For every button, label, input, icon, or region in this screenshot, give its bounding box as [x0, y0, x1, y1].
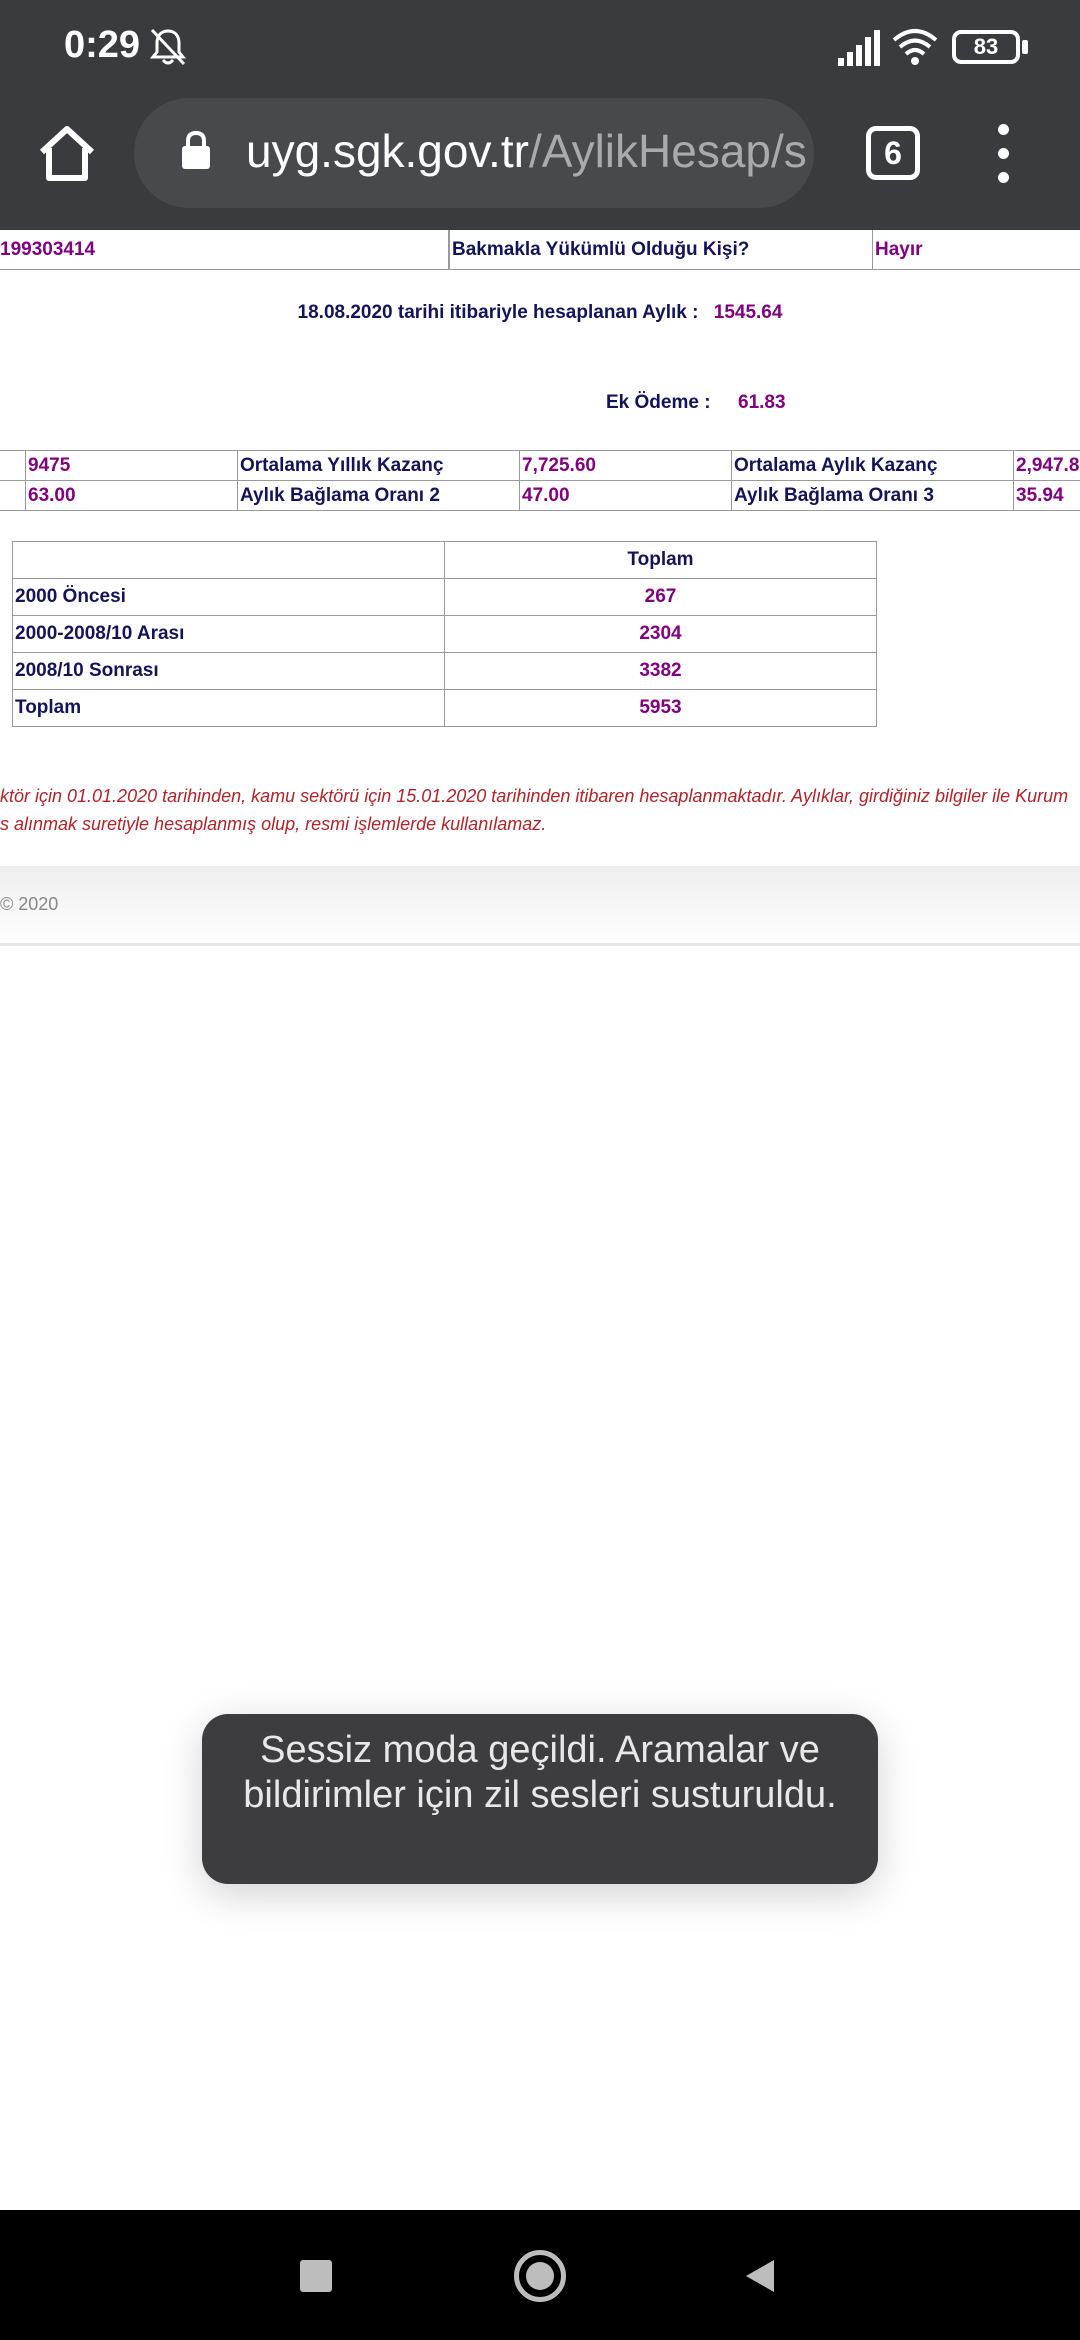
kazanc-label: Ortalama Yıllık Kazanç	[237, 450, 520, 481]
battery-level: 83	[973, 34, 999, 59]
gun-row-value: 3382	[444, 652, 877, 690]
home-icon[interactable]	[36, 122, 98, 184]
aylik-line	[0, 302, 1080, 324]
kazanc-cell: 9475	[25, 450, 238, 481]
battery-icon	[952, 30, 1020, 64]
kazanc-cell: 63.00	[25, 480, 238, 511]
page-footer	[0, 866, 1080, 946]
wifi-icon	[892, 28, 938, 66]
back-icon[interactable]	[740, 2256, 780, 2296]
gun-row-label: 2000 Öncesi	[12, 578, 445, 616]
url-path: /AylikHesap/s	[528, 125, 807, 177]
status-bar	[0, 0, 1080, 96]
battery-tip	[1022, 40, 1028, 54]
tabs-icon[interactable]: 6	[866, 126, 920, 180]
status-time: 0:29	[64, 24, 141, 66]
kazanc-edge-cell	[0, 450, 26, 481]
kazanc-edge-cell	[0, 480, 26, 511]
kazanc-cell: 2,947.8	[1013, 450, 1080, 481]
gun-row-label: 2000-2008/10 Arası	[12, 615, 445, 653]
toast-message: Sessiz moda geçildi. Aramalar ve bildirimler için zil sesleri susturuldu.	[202, 1714, 878, 1884]
recents-icon[interactable]	[300, 2260, 332, 2292]
gun-row-value: 5953	[444, 689, 877, 727]
kazanc-label: Aylık Bağlama Oranı 3	[731, 480, 1014, 511]
gun-header-empty	[12, 541, 445, 579]
ek-odeme-value: 61.83	[738, 392, 786, 413]
browser-toolbar	[0, 96, 1080, 230]
gun-row-value: 267	[444, 578, 877, 616]
gun-row-label: 2008/10 Sonrası	[12, 652, 445, 690]
notice-line: ktör için 01.01.2020 tarihinden, kamu sektörü için 15.01.2020 tarihinden itibaren hesaplanmaktadır. Aylıklar, girdiğiniz bilgiler ile Kurum	[0, 786, 1069, 806]
ek-odeme-label: Ek Ödeme :	[606, 392, 711, 413]
notice-line: s alınmak suretiyle hesaplanmış olup, resmi işlemlerde kullanılamaz.	[0, 814, 547, 834]
id-value: 199303414	[0, 230, 449, 270]
more-vert-icon[interactable]	[988, 124, 1018, 184]
address-bar[interactable]	[134, 98, 814, 208]
info-row	[0, 230, 1080, 270]
nav-home-icon[interactable]	[514, 2250, 566, 2302]
url-host: uyg.sgk.gov.tr	[246, 125, 529, 177]
notice-text	[0, 782, 1080, 838]
gun-row-label: Toplam	[12, 689, 445, 727]
kazanc-cell: 7,725.60	[519, 450, 732, 481]
bell-off-icon	[148, 26, 188, 68]
gun-row-value: 2304	[444, 615, 877, 653]
kazanc-label: Aylık Bağlama Oranı 2	[237, 480, 520, 511]
gun-header: Toplam	[444, 541, 877, 579]
lock-icon	[180, 130, 212, 170]
aylik-value: 1545.64	[713, 302, 783, 323]
kazanc-cell: 47.00	[519, 480, 732, 511]
kazanc-cell: 35.94	[1013, 480, 1080, 511]
aylik-label: 18.08.2020 tarihi itibariyle hesaplanan Aylık :	[297, 302, 699, 323]
navigation-bar	[0, 2210, 1080, 2340]
footer-copyright: © 2020	[0, 894, 59, 914]
bakmakla-label: Bakmakla Yükümlü Olduğu Kişi?	[449, 230, 873, 270]
bakmakla-value: Hayır	[872, 230, 1080, 270]
url-text	[246, 124, 807, 178]
kazanc-label: Ortalama Aylık Kazanç	[731, 450, 1014, 481]
signal-icon	[836, 28, 880, 66]
